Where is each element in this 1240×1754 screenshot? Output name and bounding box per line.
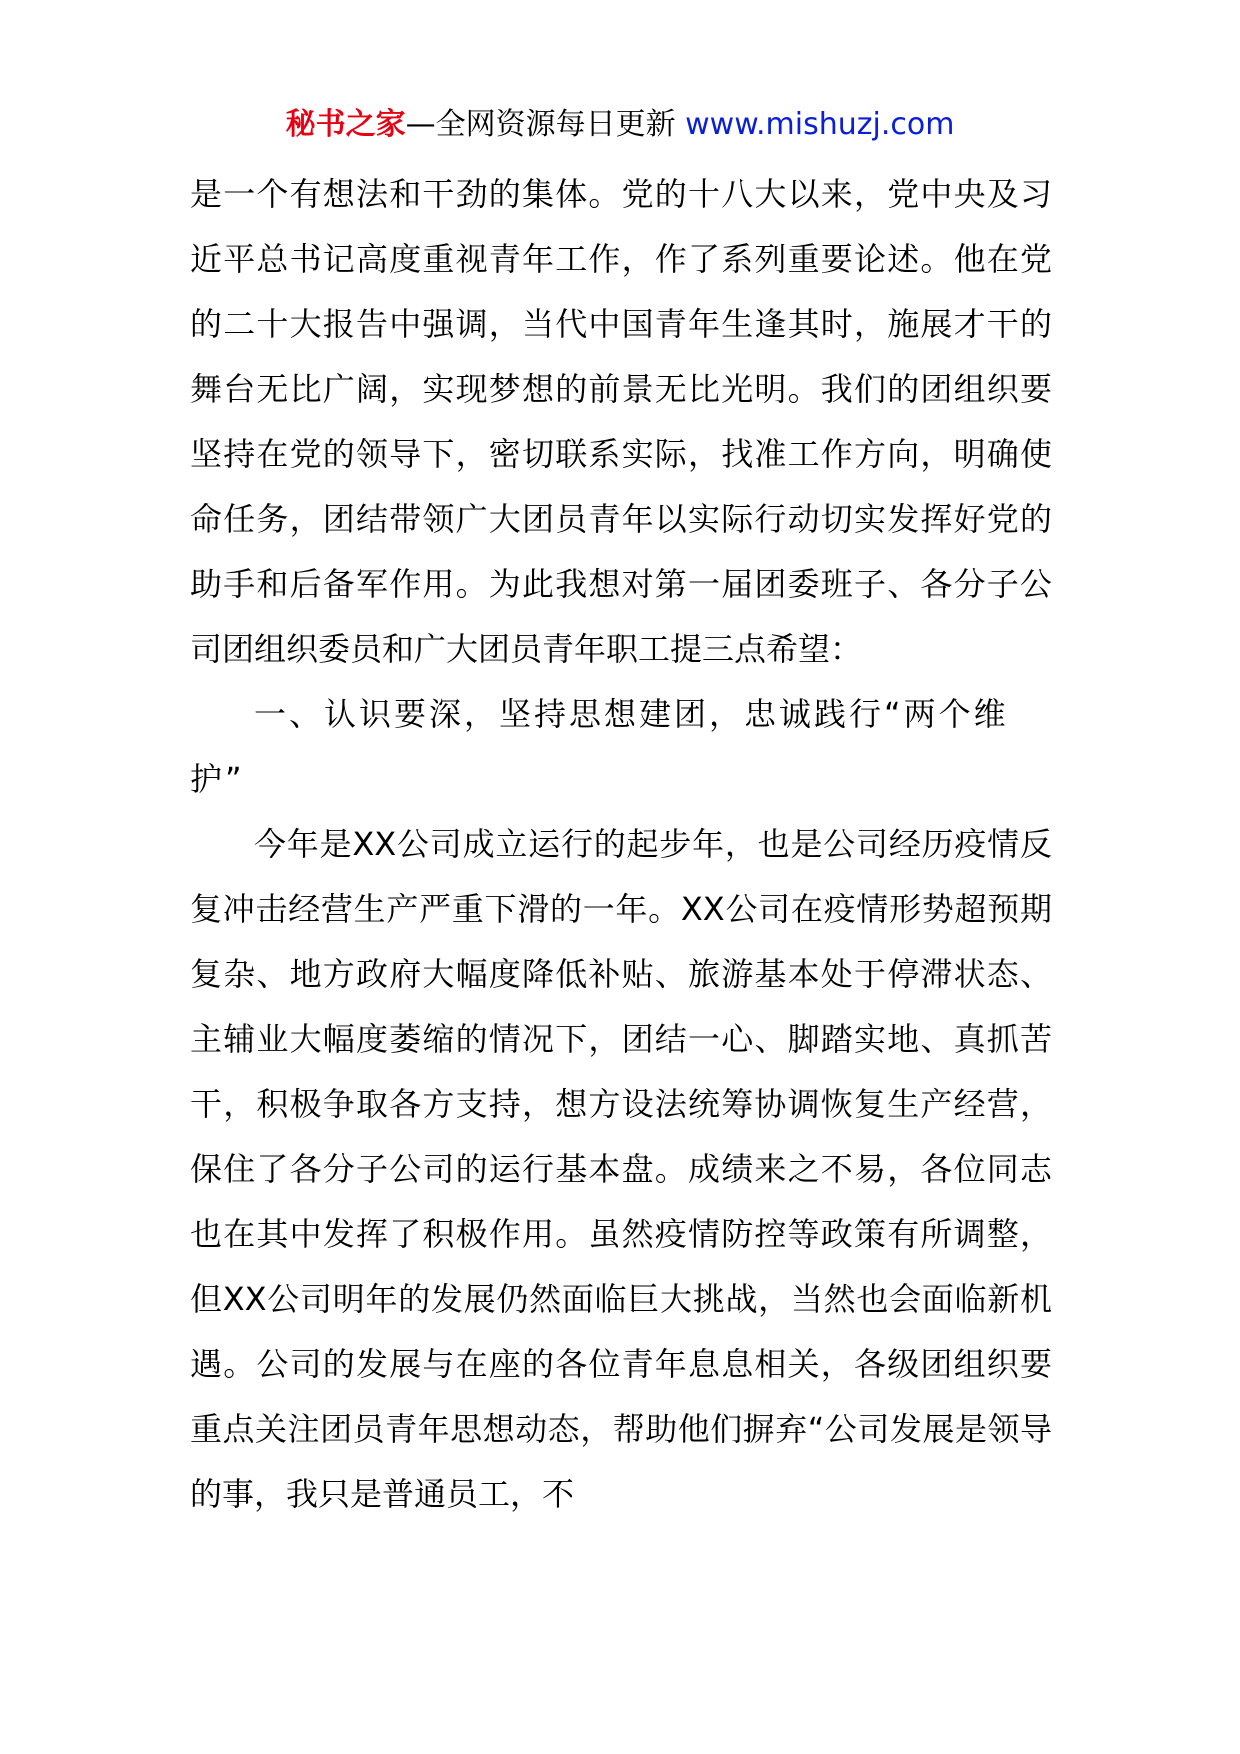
- header-tagline: —全网资源每日更新: [405, 107, 676, 142]
- header-url-link[interactable]: www.mishuzj.com: [685, 107, 955, 142]
- paragraph: 今年是XX公司成立运行的起步年，也是公司经历疫情反复冲击经营生产严重下滑的一年。XX公司在疫情形势超预期复杂、地方政府大幅度降低补贴、旅游基本处于停滞状态、主辅业大幅度萎缩的情况下，团结一心、脚踏实地、真抓苦干，积极争取各方支持，想方设法统筹协调恢复生产经营，保住了各分子公司的运行基本盘。成绩来之不易，各位同志也在其中发挥了积极作用。虽然疫情防控等政策有所调整，但XX公司明年的发展仍然面临巨大挑战，当然也会面临新机遇。公司的发展与在座的各位青年息息相关，各级团组织要重点关注团员青年思想动态，帮助他们摒弃“公司发展是领导的事，我只是普通员工，不: [190, 825, 1052, 1513]
- paragraph-continued: 是一个有想法和干劲的集体。党的十八大以来，党中央及习近平总书记高度重视青年工作，作了系列重要论述。他在党的二十大报告中强调，当代中国青年生逢其时，施展才干的舞台无比广阔，实现梦想的前景无比光明。我们的团组织要坚持在党的领导下，密切联系实际，找准工作方向，明确使命任务，团结带领广大团员青年以实际行动切实发挥好党的助手和后备军作用。为此我想对第一届团委班子、各分子公司团组织委员和广大团员青年职工提三点希望：: [190, 175, 1052, 668]
- header-brand: 秘书之家: [285, 107, 406, 142]
- section-heading: 一、认识要深，坚持思想建团，忠诚践行“两个维护”: [190, 695, 1009, 798]
- page-header: [0, 102, 1240, 148]
- document-body: [190, 162, 1052, 1527]
